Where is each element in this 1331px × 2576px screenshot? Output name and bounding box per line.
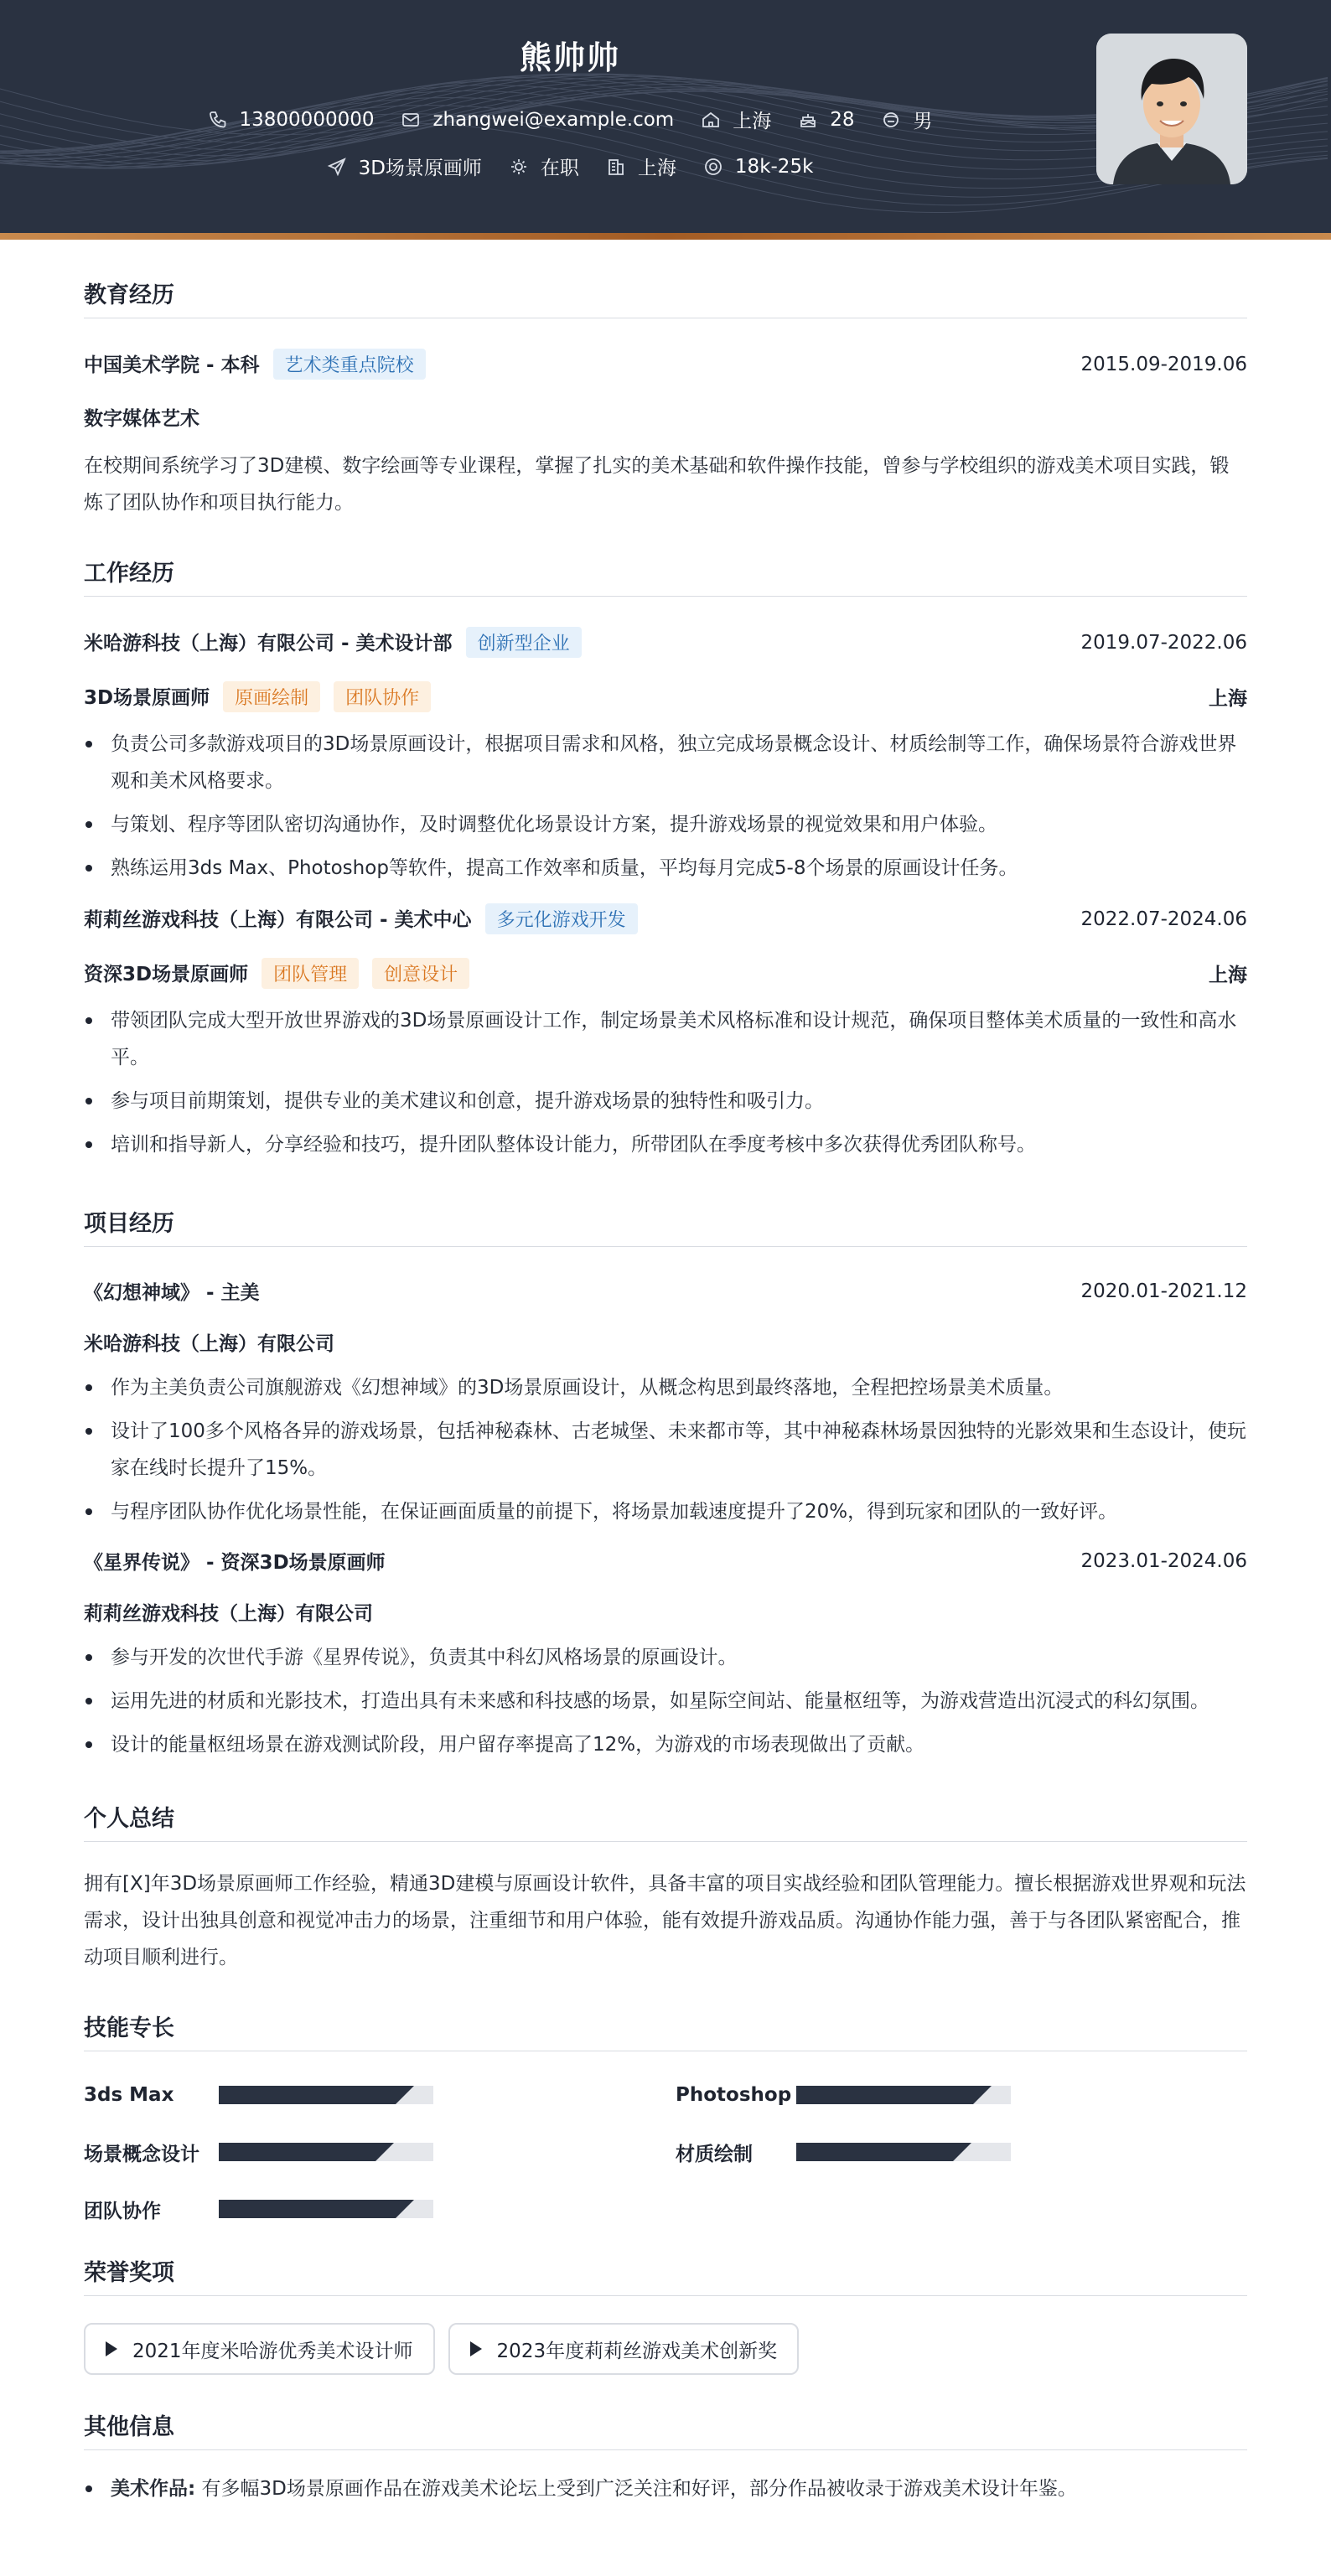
skill-item [676, 2140, 1247, 2164]
skill-tag: 团队协作 [334, 681, 431, 712]
company-name: 莉莉丝游戏科技（上海）有限公司 - 美术中心 [84, 909, 472, 931]
skill-bar-fill [796, 2143, 953, 2161]
company-tag: 创新型企业 [466, 627, 582, 658]
skill-name: Photoshop [676, 2084, 792, 2106]
candidate-name: 熊帅帅 [519, 39, 620, 76]
skill-tag: 创意设计 [372, 958, 469, 989]
city-text: 上海 [733, 111, 772, 132]
avatar-photo [1096, 34, 1247, 184]
skills-section [84, 2010, 1247, 2221]
skill-bar [219, 2143, 433, 2161]
job-bullets [84, 726, 1247, 887]
section-title: 工作经历 [84, 555, 1247, 597]
company-name: 米哈游科技（上海）有限公司 - 美术设计部 [84, 633, 453, 654]
job-location: 上海 [1209, 965, 1247, 986]
resume-header [0, 0, 1331, 240]
other-text: 有多幅3D场景原画作品在游戏美术论坛上受到广泛关注和好评，部分作品被收录于游戏美术设计年鉴。 [201, 2478, 1077, 2500]
summary-section [84, 1800, 1247, 1976]
skill-tag: 原画绘制 [223, 681, 320, 712]
skill-name: 3ds Max [84, 2084, 174, 2106]
play-icon [106, 2341, 117, 2356]
other-list [84, 2470, 1247, 2507]
project-entry [84, 1547, 1247, 1763]
job-position-row [84, 958, 1247, 989]
info-age [798, 109, 854, 131]
education-description: 在校期间系统学习了3D建模、数字绘画等专业课程，掌握了扎实的美术基础和软件操作技能，曾参与学校组织的游戏美术项目实践，锻炼了团队协作和项目执行能力。 [84, 455, 1230, 514]
summary-text: 拥有[X]年3D场景原画师工作经验，精通3D建模与原画设计软件，具备丰富的项目实战经验和团队管理能力。擅长根据游戏世界观和玩法需求，设计出独具创意和视觉冲击力的场景，注重细节和用户体验，能有效提升游戏品质。沟通协作能力强，善于与各团队紧密配合，推动项目顺利进行。 [84, 1873, 1246, 1968]
info-work-city [606, 153, 676, 180]
resume-body [84, 240, 1247, 2514]
project-entry [84, 1277, 1247, 1530]
age-text: 28 [830, 108, 855, 131]
school-tag: 艺术类重点院校 [273, 349, 426, 380]
project-bullets [84, 1639, 1247, 1763]
info-gender [881, 106, 932, 133]
job-entry [84, 903, 1247, 1163]
skill-name: 场景概念设计 [84, 2143, 199, 2165]
section-title: 项目经历 [84, 1205, 1247, 1247]
work-city-text: 上海 [637, 158, 676, 179]
job-date: 2022.07-2024.06 [1080, 908, 1247, 930]
job-bullets [84, 1002, 1247, 1163]
skill-bar-fill [796, 2086, 973, 2104]
position-text: 3D场景原画师 [358, 158, 482, 179]
status-text: 在职 [540, 158, 579, 179]
building-icon [606, 157, 626, 177]
skill-bar-fill [219, 2200, 396, 2218]
section-title: 个人总结 [84, 1800, 1247, 1842]
send-icon [327, 157, 347, 177]
list-item: 作为主美负责公司旗舰游戏《幻想神域》的3D场景原画设计，从概念构思到最终落地，全程把控场景美术质量。 [84, 1369, 1247, 1406]
list-item: 负责公司多款游戏项目的3D场景原画设计，根据项目需求和风格，独立完成场景概念设计、材质绘制等工作，确保场景符合游戏世界观和美术风格要求。 [84, 726, 1247, 799]
work-section [84, 555, 1247, 1163]
skill-bar [796, 2143, 1011, 2161]
salary-text: 18k-25k [734, 155, 814, 178]
award-label: 2021年度米哈游优秀美术设计师 [132, 2340, 413, 2362]
info-phone [208, 109, 375, 131]
project-name: 《幻想神域》 - 主美 [84, 1282, 260, 1304]
header-accent-stripe [0, 233, 1331, 240]
list-item: 与程序团队协作优化场景性能，在保证画面质量的前提下，将场景加载速度提升了20%，得到玩家和团队的一致好评。 [84, 1493, 1247, 1530]
education-section [84, 277, 1247, 521]
other-section [84, 2408, 1247, 2507]
list-item: 与策划、程序等团队密切沟通协作，及时调整优化场景设计方案，提升游戏场景的视觉效果和用户体验。 [84, 806, 1247, 843]
job-entry [84, 627, 1247, 887]
project-name: 《星界传说》 - 资深3D场景原画师 [84, 1552, 386, 1574]
skill-bar [219, 2200, 433, 2218]
phone-icon [208, 110, 228, 130]
skill-bar-fill [219, 2143, 375, 2161]
list-item: 运用先进的材质和光影技术，打造出具有未来感和科技感的场景，如星际空间站、能量枢纽等，为游戏营造出沉浸式的科幻氛围。 [84, 1683, 1247, 1720]
school-line [84, 349, 426, 380]
skill-tag: 团队管理 [262, 958, 359, 989]
list-item [84, 2470, 1247, 2507]
cake-icon [798, 110, 818, 130]
awards-list [84, 2323, 1247, 2375]
skill-bar [796, 2086, 1011, 2104]
contact-info-row [0, 106, 1140, 133]
info-salary [703, 156, 813, 178]
skill-bar [219, 2086, 433, 2104]
list-item: 培训和指导新人，分享经验和技巧，提升团队整体设计能力，所带团队在季度考核中多次获得优秀团队称号。 [84, 1126, 1247, 1163]
status-icon [509, 157, 529, 177]
job-company-row [84, 627, 1247, 658]
email-text: zhangwei@example.com [432, 108, 675, 131]
skill-item [676, 2083, 1247, 2107]
project-header-row [84, 1547, 1247, 1575]
company-line [84, 903, 638, 934]
job-info-row [0, 153, 1140, 180]
skill-item [84, 2197, 676, 2221]
awards-section [84, 2254, 1247, 2375]
award-chip [84, 2323, 435, 2375]
school-name: 中国美术学院 - 本科 [84, 354, 260, 376]
section-title: 技能专长 [84, 2010, 1247, 2051]
position-line [84, 958, 469, 989]
list-item: 带领团队完成大型开放世界游戏的3D场景原画设计工作，制定场景美术风格标准和设计规范，确保项目整体美术质量的一致性和高水平。 [84, 1002, 1247, 1076]
other-label: 美术作品: [111, 2478, 196, 2500]
list-item: 设计的能量枢纽场景在游戏测试阶段，用户留存率提高了12%，为游戏的市场表现做出了贡献。 [84, 1726, 1247, 1763]
section-title: 教育经历 [84, 277, 1247, 318]
list-item: 参与开发的次世代手游《星界传说》，负责其中科幻风格场景的原画设计。 [84, 1639, 1247, 1676]
project-date: 2023.01-2024.06 [1080, 1549, 1247, 1572]
info-email [401, 109, 674, 131]
skill-bar-fill [219, 2086, 396, 2104]
section-title: 其他信息 [84, 2408, 1247, 2450]
list-item: 熟练运用3ds Max、Photoshop等软件，提高工作效率和质量，平均每月完成5-8个场景的原画设计任务。 [84, 850, 1247, 887]
list-item: 设计了100多个风格各异的游戏场景，包括神秘森林、古老城堡、未来都市等，其中神秘森林场景因独特的光影效果和生态设计，使玩家在线时长提升了15%。 [84, 1413, 1247, 1487]
skill-item [84, 2140, 676, 2164]
info-status [509, 153, 579, 180]
education-header-row [84, 349, 1247, 380]
project-bullets [84, 1369, 1247, 1530]
project-company: 米哈游科技（上海）有限公司 [84, 1333, 334, 1355]
education-date: 2015.09-2019.06 [1080, 353, 1247, 375]
mail-icon [401, 110, 421, 130]
major: 数字媒体艺术 [84, 408, 199, 430]
skills-grid [84, 2083, 1247, 2221]
list-item: 参与项目前期策划，提供专业的美术建议和创意，提升游戏场景的独特性和吸引力。 [84, 1083, 1247, 1120]
position-name: 3D场景原画师 [84, 687, 210, 709]
phone-text: 13800000000 [239, 108, 375, 131]
skill-name: 团队协作 [84, 2200, 161, 2222]
info-city [701, 106, 771, 133]
section-title: 荣誉奖项 [84, 2254, 1247, 2296]
gender-text: 男 [913, 111, 933, 132]
job-position-row [84, 681, 1247, 712]
project-header-row [84, 1277, 1247, 1305]
project-company: 莉莉丝游戏科技（上海）有限公司 [84, 1603, 373, 1625]
home-icon [701, 110, 721, 130]
award-label: 2023年度莉莉丝游戏美术创新奖 [496, 2340, 778, 2362]
position-name: 资深3D场景原画师 [84, 964, 249, 985]
info-position [327, 153, 482, 180]
company-line [84, 627, 582, 658]
skill-name: 材质绘制 [676, 2143, 753, 2165]
project-date: 2020.01-2021.12 [1080, 1280, 1247, 1302]
job-location: 上海 [1209, 688, 1247, 710]
projects-section [84, 1205, 1247, 1763]
skill-item [84, 2083, 676, 2107]
salary-icon [703, 157, 723, 177]
job-date: 2019.07-2022.06 [1080, 631, 1247, 654]
position-line [84, 681, 431, 712]
company-tag: 多元化游戏开发 [485, 903, 638, 934]
award-chip [448, 2323, 800, 2375]
play-icon [470, 2341, 482, 2356]
gender-icon [881, 110, 901, 130]
job-company-row [84, 903, 1247, 934]
